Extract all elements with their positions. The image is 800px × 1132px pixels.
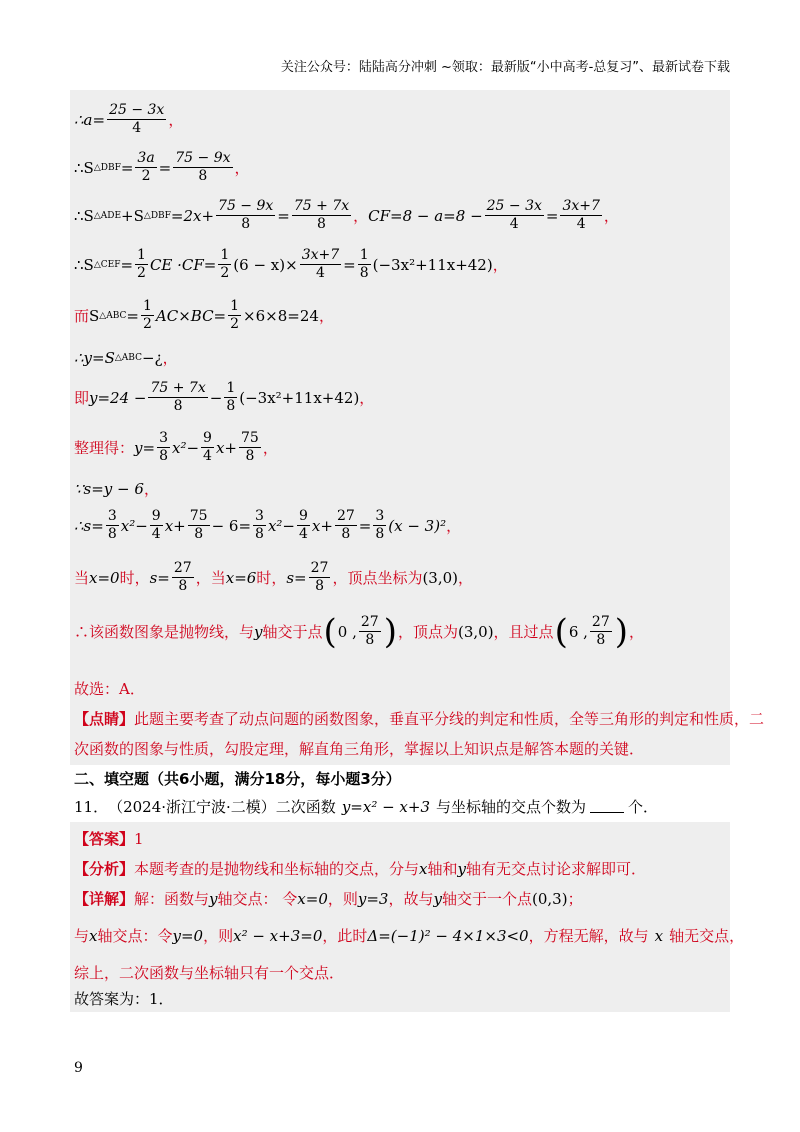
- numerator: 27: [173, 560, 192, 576]
- fraction: [201, 430, 214, 465]
- text: ∴y=S: [74, 348, 115, 367]
- text: ，当: [195, 569, 226, 587]
- fraction: [106, 508, 119, 543]
- numerator: 1: [220, 247, 230, 263]
- numerator: 75 + 7x: [150, 380, 206, 396]
- text: S: [89, 306, 100, 325]
- analysis-label: 【分析】: [74, 860, 135, 878]
- text: 时，: [119, 569, 150, 587]
- detail-label: 【详解】: [74, 890, 135, 908]
- text: ，且过点: [493, 623, 554, 641]
- numerator: 1: [230, 298, 240, 314]
- subscript: △ABC: [114, 352, 142, 363]
- numerator: 75 − 9x: [218, 198, 274, 214]
- numerator: 9: [298, 508, 308, 524]
- text: CE ·CF=: [149, 255, 217, 274]
- text: 整理得：: [74, 439, 135, 457]
- fraction: [218, 247, 231, 282]
- denominator: 4: [576, 216, 586, 232]
- text: =2x+: [170, 206, 215, 225]
- text: 轴交点： 令: [217, 890, 298, 908]
- text: 个．: [628, 798, 659, 816]
- text: 轴和: [427, 860, 458, 878]
- numerator: 1: [142, 298, 152, 314]
- numerator: 9: [151, 508, 161, 524]
- section-title: 二、填空题（共6小题，满分18分，每小题3分）: [74, 770, 401, 788]
- text: x: [89, 926, 98, 945]
- page-header: 关注公众号：陆陆高分冲刺 ~领取：最新版“小中高考-总复习”、最新试卷下载: [280, 60, 730, 75]
- numerator: 3: [375, 508, 385, 524]
- denominator: 8: [245, 448, 255, 464]
- text: 故选：A．: [74, 680, 145, 698]
- text: ∴a=: [74, 110, 106, 129]
- text: 综上，二次函数与坐标轴只有一个交点．: [74, 964, 345, 982]
- text: 时，: [256, 569, 287, 587]
- text: Δ=(−1)² − 4×1×3<0: [367, 926, 529, 945]
- line-s-def: ∵s=y − 6 ，: [74, 479, 159, 498]
- subscript: △DBF: [93, 162, 121, 173]
- text: 此题主要考查了动点问题的函数图象，垂直平分线的判定和性质，全等三角形的判定和性质，二: [134, 710, 765, 728]
- text: y=0: [172, 926, 204, 945]
- denominator: 8: [359, 265, 369, 281]
- text: ∴该函数图象是抛物线，与: [74, 623, 255, 641]
- fraction: [188, 508, 210, 543]
- numerator: 27: [336, 508, 355, 524]
- fraction: [135, 247, 148, 282]
- text: y: [457, 859, 466, 878]
- analysis-line: [74, 858, 646, 879]
- text: (−3x²+11x+42): [372, 255, 493, 274]
- text: x² − x+3=0: [233, 926, 323, 945]
- solution-background: [70, 90, 730, 765]
- text: ，则: [203, 927, 234, 945]
- numerator: 25 − 3x: [486, 198, 542, 214]
- question-number: 11．: [74, 798, 109, 816]
- line-ji-y: 即 y=24 − $\frac{75 + 7x}{8}$ − $\frac{1}{8}$ (−3x²+11x+42) ，: [74, 380, 375, 414]
- line-s-expansion: ∴s= $\frac{3}{8}$ x²− $\frac{9}{4}$ x+ $\frac{75}{8}$ − 6= $\frac{3}{8}$ x²− $\frac{9}{4}$ x+ $\frac{27}{8}$ = $\frac{3}{8}$ (x − 3)² ，: [74, 508, 462, 542]
- answer-blank: [590, 800, 624, 813]
- text: ∵s=y − 6: [74, 479, 144, 498]
- fraction: [135, 150, 156, 185]
- text: 解：函数与: [134, 890, 210, 908]
- numerator: 3a: [137, 150, 155, 166]
- fraction: [309, 560, 331, 595]
- denominator: 8: [241, 216, 251, 232]
- denominator: 4: [151, 526, 161, 542]
- text: 故答案为：1．: [74, 990, 174, 1008]
- line-a-expression: [74, 102, 183, 137]
- text: 6 ,: [568, 622, 588, 641]
- text: ∴S: [74, 255, 94, 274]
- text: (x − 3)²: [388, 516, 447, 535]
- answer-label: 【答案】: [74, 830, 135, 848]
- denominator: 8: [107, 526, 117, 542]
- fraction: [173, 150, 232, 185]
- denominator: 2: [137, 265, 146, 281]
- text: y: [254, 622, 263, 641]
- subscript: △ABC: [99, 310, 127, 321]
- comment-line-2: [74, 738, 644, 759]
- denominator: 8: [178, 578, 188, 594]
- text: y=24 −: [89, 388, 147, 407]
- fraction: [107, 102, 166, 137]
- numerator: 27: [591, 614, 610, 630]
- text: y=x² − x+3: [341, 797, 431, 816]
- fraction: [239, 430, 261, 465]
- fraction: [335, 508, 357, 543]
- numerator: 3: [255, 508, 264, 524]
- denominator: 2: [230, 316, 240, 332]
- question-11: [74, 796, 658, 817]
- numerator: 25 − 3x: [109, 102, 165, 118]
- text: ，方程无解，故与: [528, 927, 649, 945]
- denominator: 2: [141, 168, 151, 184]
- fraction: [150, 508, 163, 543]
- denominator: 8: [173, 398, 183, 414]
- denominator: 2: [142, 316, 152, 332]
- text: x=0: [89, 568, 120, 587]
- text: ；: [567, 890, 583, 908]
- fraction: [228, 298, 241, 333]
- text: ∴s=: [74, 516, 104, 535]
- text: 轴有无交点讨论求解即可．: [466, 860, 647, 878]
- denominator: 4: [298, 526, 308, 542]
- denominator: 8: [255, 526, 264, 542]
- line-when-x: 当 x=0 时， s= $\frac{27}{8}$ ，当 x=6 时， s= $\frac{27}{8}$ ，顶点坐标为 (3,0) ，: [74, 560, 474, 594]
- denominator: 8: [194, 526, 204, 542]
- denominator: 8: [596, 632, 606, 648]
- numerator: 9: [203, 430, 212, 446]
- numerator: 27: [360, 614, 379, 630]
- text: x=6: [225, 568, 257, 587]
- fraction: [157, 430, 170, 465]
- text: x=0: [297, 889, 328, 908]
- numerator: 27: [310, 560, 329, 576]
- text: ，故与: [388, 890, 434, 908]
- text: ∴S: [74, 158, 94, 177]
- answer-value: 1: [134, 829, 144, 848]
- text: 次函数的图象与性质，勾股定理，解直角三角形，掌握以上知识点是解答本题的关键．: [74, 740, 645, 758]
- line-y-eq: ∴y=S △ABC −¿ ，: [74, 348, 178, 367]
- line-s-abc: 而 S △ABC = $\frac{1}{2}$ AC×BC= $\frac{1}{2}$ ×6×8=24 ，: [74, 298, 334, 332]
- denominator: 4: [132, 120, 142, 136]
- text: 轴无交点，: [669, 927, 745, 945]
- denominator: 8: [159, 448, 168, 464]
- text: ，则: [327, 890, 358, 908]
- numerator: 3: [159, 430, 168, 446]
- text: ，顶点为: [397, 623, 458, 641]
- summary-line: [74, 962, 344, 983]
- text: −¿: [141, 348, 163, 367]
- text: ×6×8=24: [243, 306, 319, 325]
- detail-line-1: [74, 888, 583, 909]
- numerator: 1: [137, 247, 146, 263]
- text: 当: [74, 569, 90, 587]
- text: s=: [149, 568, 170, 587]
- text: (−3x²+11x+42): [239, 388, 360, 407]
- numerator: 75 + 7x: [293, 198, 350, 214]
- numerator: 3x+7: [301, 247, 340, 263]
- text: x: [419, 859, 428, 878]
- text: CF=8 − a=8 −: [368, 206, 483, 225]
- text: (3,0): [422, 568, 459, 587]
- text: 0 ,: [337, 622, 357, 641]
- text: x: [654, 926, 664, 945]
- subscript: △CEF: [93, 259, 121, 270]
- denominator: 2: [220, 265, 230, 281]
- fraction: [216, 198, 275, 233]
- answer-line: [74, 828, 144, 849]
- numerator: 75: [189, 508, 208, 524]
- denominator: 4: [203, 448, 212, 464]
- denominator: 8: [226, 398, 236, 414]
- line-s-ade-sum: ∴S △ADE +S △DBF =2x+ $\frac{75 - 9x}{8}$ = $\frac{75 + 7x}{8}$ ， CF=8 − a=8 − $\frac{25 - 3x}{4}$ = $\frac{3x+7}{4}$ ，: [74, 198, 619, 232]
- text: 而: [74, 307, 90, 325]
- fraction: [485, 198, 544, 233]
- fraction: [358, 247, 371, 282]
- fraction: [373, 508, 386, 543]
- denominator: 8: [198, 168, 208, 184]
- fraction: [253, 508, 266, 543]
- text: ，此时: [322, 927, 368, 945]
- comma: ，: [168, 111, 184, 129]
- denominator: 8: [341, 526, 351, 542]
- page-number: 9: [74, 1060, 83, 1076]
- denominator: 4: [509, 216, 519, 232]
- text: （2024·浙江宁波·二模）二次函数: [108, 798, 336, 816]
- numerator: 3x+7: [562, 198, 600, 214]
- denominator: 8: [375, 526, 385, 542]
- detail-line-2: [74, 925, 744, 946]
- text: (6 − x)×: [233, 255, 298, 274]
- text: y: [433, 889, 442, 908]
- text: y=3: [357, 889, 389, 908]
- text: +S: [121, 206, 144, 225]
- line-s-dbf: ∴S △DBF = $\frac{3a}{2}$ = $\frac{75 - 9x}{8}$ ，: [74, 150, 250, 184]
- text: (0,3): [532, 889, 568, 908]
- numerator: 3: [107, 508, 117, 524]
- fraction: [297, 508, 310, 543]
- line-parabola: ∴该函数图象是抛物线，与 y 轴交于点 ( 0 , $\frac{27}{8}$ ) ，顶点为 (3,0) ，且过点 ( 6 , $\frac{27}{8}$ ) ，: [74, 611, 645, 652]
- text: 轴交于一个点: [441, 890, 532, 908]
- text: 轴交点：令: [97, 927, 173, 945]
- subscript: △DBF: [143, 210, 171, 221]
- fraction: [148, 380, 207, 415]
- denominator: 8: [365, 632, 375, 648]
- text: 本题考查的是抛物线和坐标轴的交点，分与: [134, 860, 420, 878]
- denominator: 4: [315, 265, 325, 281]
- fraction: [560, 198, 601, 233]
- denominator: 8: [317, 216, 326, 232]
- numerator: 75: [240, 430, 259, 446]
- subscript: △ADE: [93, 210, 122, 221]
- text: ，顶点坐标为: [332, 569, 423, 587]
- numerator: 1: [359, 247, 369, 263]
- answer-background: [70, 822, 730, 1012]
- text: y: [209, 889, 218, 908]
- text: 轴交于点: [262, 623, 323, 641]
- text: (3,0): [457, 622, 494, 641]
- numerator: 1: [226, 380, 236, 396]
- comment-label: 【点睛】: [74, 710, 135, 728]
- comment-line-1: [74, 708, 764, 729]
- fraction: [359, 614, 381, 649]
- line-s-cef: ∴S △CEF = $\frac{1}{2}$ CE ·CF= $\frac{1}{2}$ (6 − x)× $\frac{3x+7}{4}$ = $\frac{1}{8}$ (−3x²+11x+42) ，: [74, 247, 508, 281]
- text: AC×BC=: [155, 306, 227, 325]
- denominator: 8: [315, 578, 324, 594]
- fraction: [141, 298, 154, 333]
- text: s=: [286, 568, 307, 587]
- line-simplify: 整理得： y= $\frac{3}{8}$ x²− $\frac{9}{4}$ x+ $\frac{75}{8}$ ，: [74, 430, 278, 464]
- line-choice: [74, 678, 145, 699]
- final-answer-line: [74, 988, 174, 1009]
- text: − 6=: [211, 516, 252, 535]
- text: y=: [134, 438, 156, 457]
- fraction: [224, 380, 237, 415]
- text: ∴S: [74, 206, 94, 225]
- numerator: 75 − 9x: [175, 150, 231, 166]
- fraction: [172, 560, 194, 595]
- text: 与: [74, 927, 90, 945]
- fraction: [300, 247, 341, 282]
- text: 与坐标轴的交点个数为: [436, 798, 587, 816]
- fraction: [292, 198, 351, 233]
- text: 即: [74, 389, 90, 407]
- fraction: [590, 614, 612, 649]
